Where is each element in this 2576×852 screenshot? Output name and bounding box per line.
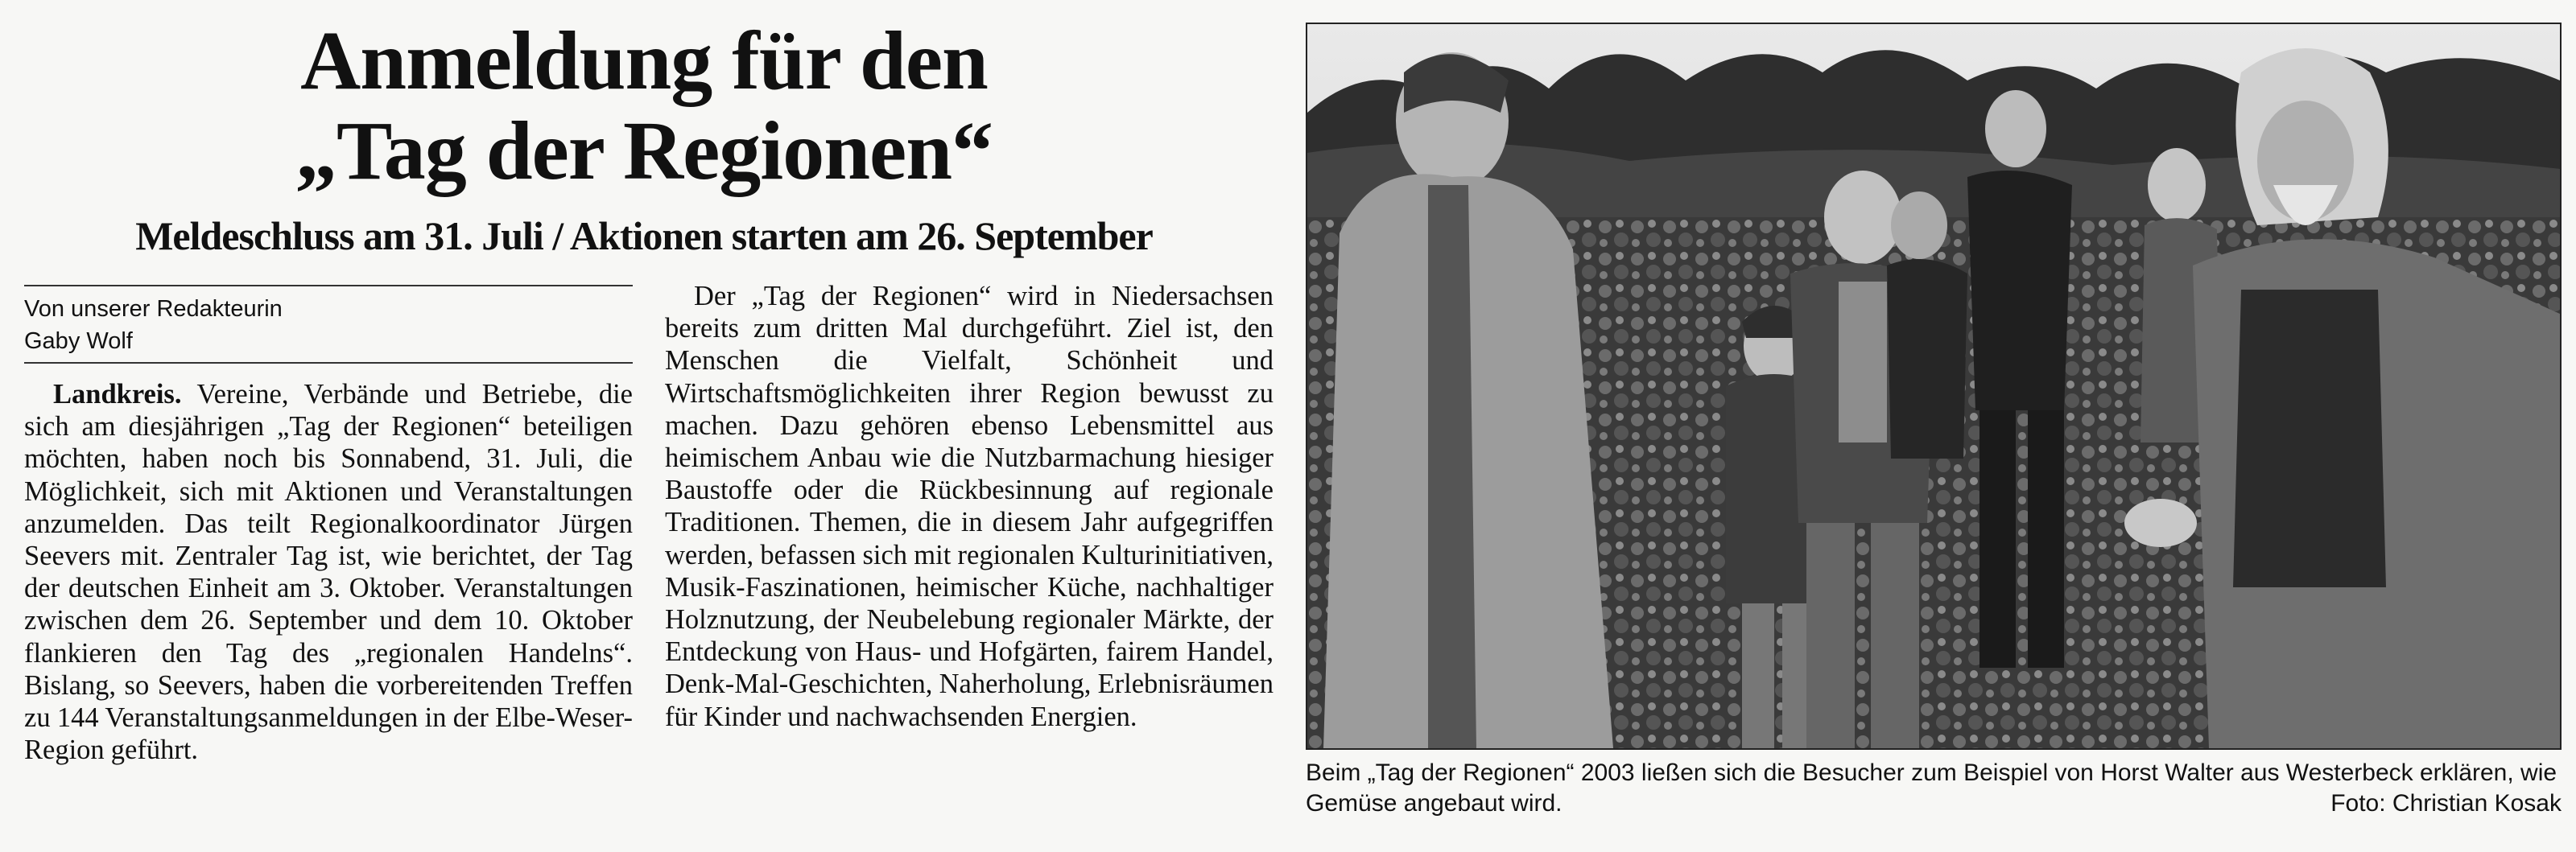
photo-caption: Beim „Tag der Regionen“ 2003 ließen sich die Besucher zum Beispiel von Horst Walter aus Westerbeck erklären, wie Gemüse angebaut wird. [1306,759,2557,817]
article-column-1 [24,378,633,766]
byline-role: Von unserer Redakteurin [24,296,283,322]
subheadline: Meldeschluss am 31. Juli / Aktionen starten am 26. September [135,213,1153,258]
column-1-body: Vereine, Verbände und Betriebe, die sich am diesjährigen „Tag der Regionen“ beteiligen möchten, haben noch bis Sonnabend, 31. Juli, die Möglichkeit, sich mit Aktionen und Veranstaltungen anzumelden. Das teilt Regionalkoordinator Jürgen Seevers mit. Zentraler Tag ist, wie berichtet, der Tag der deutschen Einheit am 3. Oktober. Veranstaltungen zwischen dem 26. September und dem 10. Oktober flankieren den Tag des „regionalen Handelns“. Bislang, so Seevers, haben die vorbereitenden Treffen zu 144 Veranstaltungsanmeldungen in der Elbe-Weser-Region geführt. [24,379,633,766]
headline-line-2: „Tag der Regionen“ [295,105,993,197]
photo-people-in-field [1307,24,2560,748]
byline [24,285,633,364]
column-2-body: Der „Tag der Regionen“ wird in Niedersachsen bereits zum dritten Mal durchgeführt. Ziel ist, den Menschen die Vielfalt, Schönheit und Wirtschaftsmöglichkeiten ihrer Region bewusst zu machen. Dazu gehören ebenso Lebensmittel aus heimischem Anbau wie die Nutzbarmachung hiesiger Baustoffe oder die Rückbesinnung auf regionale Traditionen. Themen, die in diesem Jahr aufgegriffen werden, befassen sich mit regionalen Kulturinitiativen, Musik-Faszinationen, heimischer Küche, nachhaltiger Holznutzung, der Neubelebung regionaler Märkte, der Entdeckung von Haus- und Hofgärten, fairem Handel, Denk-Mal-Geschichten, Naherholung, Erlebnisräumen für Kinder und nachwachsenden Energien. [665,281,1274,732]
byline-author: Gaby Wolf [24,328,133,354]
headline-line-1: Anmeldung für den [300,14,988,107]
photo-caption-block [1306,758,2562,819]
headline [0,16,1288,196]
article-photo [1306,23,2562,750]
photo-credit: Foto: Christian Kosak [2330,790,2562,817]
dateline: Landkreis. [53,379,182,410]
article-column-2 [665,280,1274,733]
